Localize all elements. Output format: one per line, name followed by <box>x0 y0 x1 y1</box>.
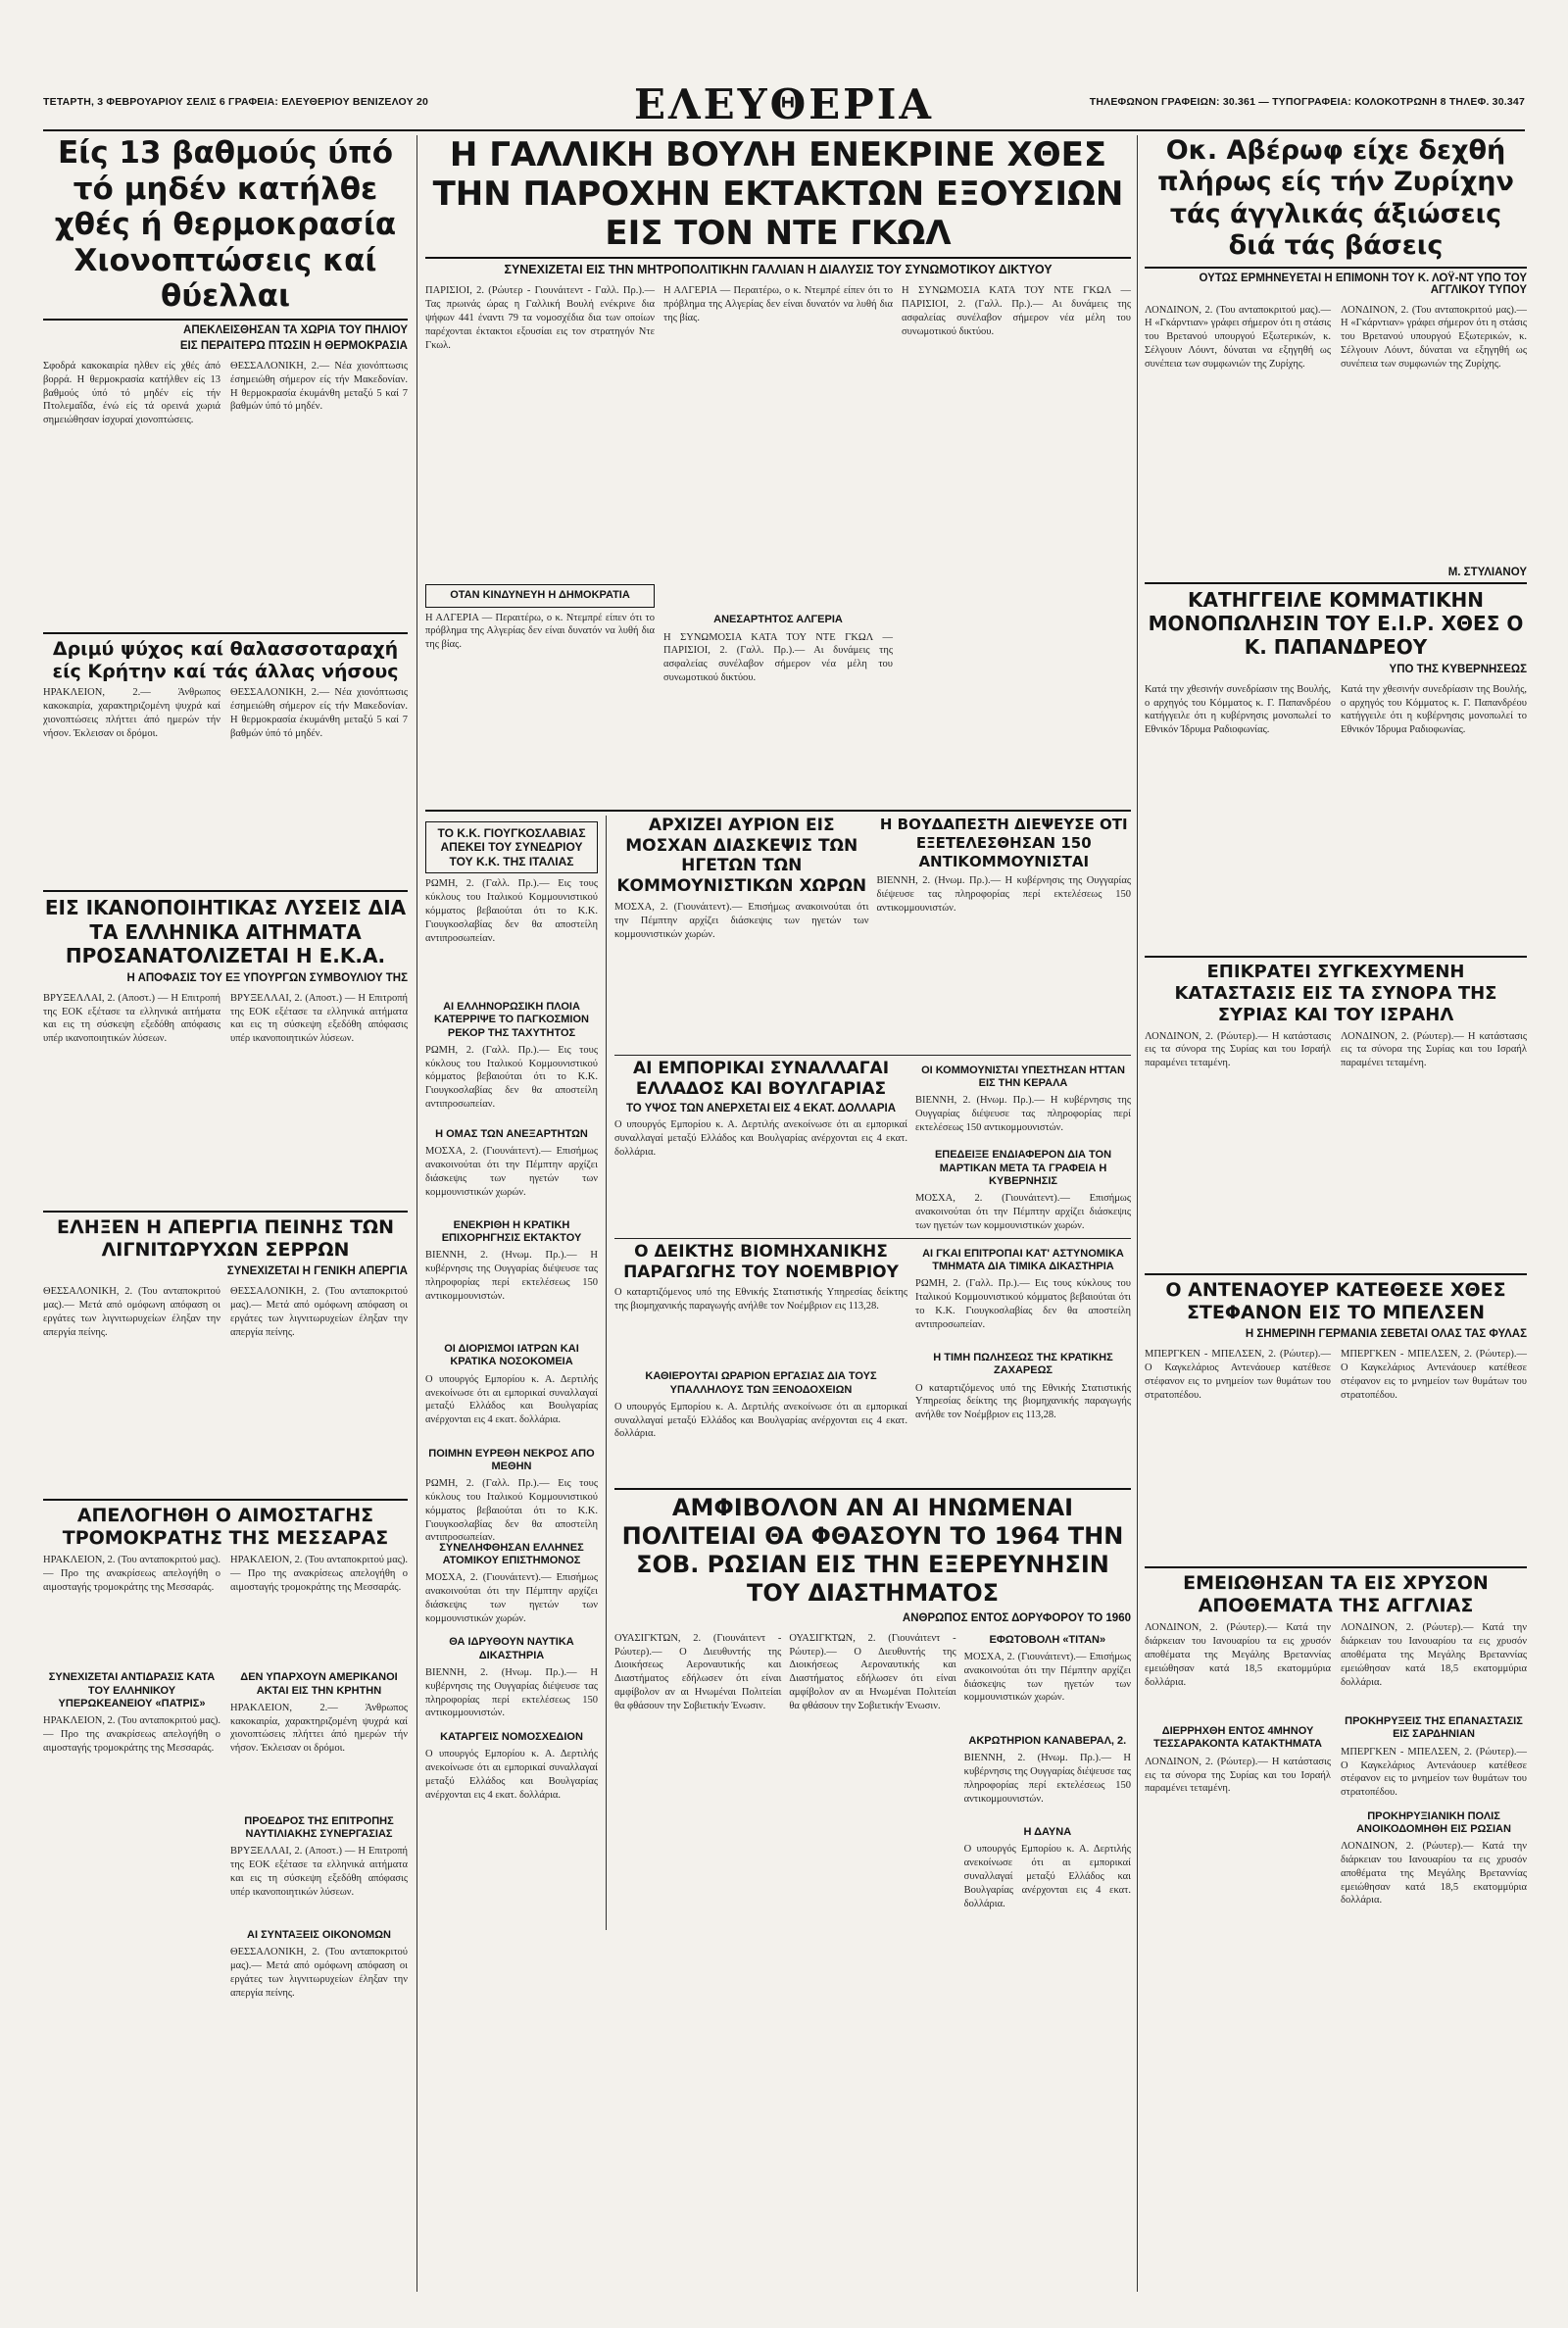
russia-city-body: ΛΟΝΔΙΝΟΝ, 2. (Ρώυτερ).— Κατά την διάρκειαν του Ιανουαρίου τα εις χρυσόν αποθέματα της Μεγάλης Βρεταννίας εμειώθησαν κατά 18,5 εκατομμύρια δολλάρια. <box>1341 1841 1527 1907</box>
burglaries-body: ΛΟΝΔΙΝΟΝ, 2. (Ρώυτερ).— Η κατάστασις εις τα σύνορα της Συρίας και του Ισραήλ παραμένει τεταμένη. <box>1145 1756 1331 1795</box>
algeria-independent-headline: ΑΝΕΣΑΡΤΗΤΟΣ ΑΛΓΕΡΙΑ <box>713 614 843 626</box>
independents-body: ΜΟΣΧΑ, 2. (Γιουνάιτεντ).— Επισήμως ανακοινούται ότι την Πέμπτην αρχίζει διάσκεψις των ηγετών των κομμουνιστικών χωρών. <box>425 1145 598 1198</box>
crete-bases-body: ΗΡΑΚΛΕΙΟΝ, 2.— Άνθρωπος κακοκαιρία, χαρακτηριζομένη ψυχρά καί χιονοπτώσεις πλήττει άπό ημερών τήν νήσον. Έκλεισαν οι δρόμοι. <box>230 1702 408 1755</box>
syria-israel-headline: ΕΠΙΚΡΑΤΕΙ ΣΥΓΚΕΧΥΜΕΝΗ ΚΑΤΑΣΤΑΣΙΣ ΕΙΣ ΤΑ ΣΥΝΟΡΑ ΤΗΣ ΣΥΡΙΑΣ ΚΑΙ ΤΟΥ ΙΣΡΑΗΛ <box>1174 961 1497 1025</box>
patris-body: ΗΡΑΚΛΕΙΟΝ, 2. (Του ανταποκριτού μας).— Προ της ανακρίσεως απελογήθη ο αιμοσταγής τρομοκράτης της Μεσσαράς. <box>43 1714 220 1754</box>
de-gaulle-sub: ΣΥΝΕΧΙΖΕΤΑΙ ΕΙΣ ΤΗΝ ΜΗΤΡΟΠΟΛΙΤΙΚΗΝ ΓΑΛΛΙΑΝ Η ΔΙΑΛΥΣΙΣ ΤΟΥ ΣΥΝΩΜΟΤΙΚΟΥ ΔΙΚΤΥΟΥ <box>504 263 1053 277</box>
state-grant-body: ΒΙΕΝΝΗ, 2. (Ηνωμ. Πρ.).— Η κυβέρνησις της Ουγγαρίας διέψευσε τας πληροφορίας περί εκτελέσεως 150 αντικομμουνιστών. <box>425 1250 598 1302</box>
space-race-body: ΟΥΑΣΙΓΚΤΩΝ, 2. (Γιουνάιτεντ - Ρώυτερ).— Ο Διευθυντής της Διοικήσεως Αεροναυτικής και Διαστήματος εδήλωσεν ότι είναι αμφίβολον αν αι Ηνωμέναι Πολιτείαι θα φθάσουν την Σοβιετικήν Ένωσιν. <box>614 1632 782 1711</box>
atomic-scientists-headline: ΣΥΝΕΛΗΦΘΗΣΑΝ ΕΛΛΗΝΕΣ ΑΤΟΜΙΚΟΥ ΕΠΙΣΤΗΜΟΝΟΣ <box>439 1542 584 1567</box>
syria-israel-body-b: ΛΟΝΔΙΝΟΝ, 2. (Ρώυτερ).— Η κατάστασις εις τα σύνορα της Συρίας και του Ισραήλ παραμένει τεταμένη. <box>1341 1030 1527 1069</box>
naval-courts-headline: ΘΑ ΙΔΡΥΘΟΥΝ ΝΑΥΤΙΚΑ ΔΙΚΑΣΤΗΡΙΑ <box>449 1636 574 1661</box>
column-right <box>1145 135 1527 2292</box>
sardinia-headline: ΠΡΟΚΗΡΥΞΕΙΣ ΤΗΣ ΕΠΑΝΑΣΤΑΣΙΣ ΕΙΣ ΣΑΡΔΗΝΙΑΝ <box>1345 1715 1523 1741</box>
bill-headline: ΚΑΤΑΡΓΕΙΣ ΝΟΜΟΣΧΕΔΙΟΝ <box>440 1730 583 1743</box>
eec-headline: ΕΙΣ ΙΚΑΝΟΠΟΙΗΤΙΚΑΣ ΛΥΣΕΙΣ ΔΙΑ ΤΑ ΕΛΛΗΝΙΚΑ ΑΙΤΗΜΑΤΑ ΠΡΟΣΑΝΑΤΟΛΙΖΕΤΑΙ Η Ε.Κ.Α. <box>44 896 407 968</box>
kerala-body: ΒΙΕΝΝΗ, 2. (Ηνωμ. Πρ.).— Η κυβέρνησις της Ουγγαρίας διέψευσε τας πληροφορίας περί εκτελέσεως 150 αντικομμουνιστών. <box>915 1095 1131 1134</box>
terrorist-body: ΗΡΑΚΛΕΙΟΝ, 2. (Του ανταποκριτού μας).— Προ της ανακρίσεως απελογήθη ο αιμοσταγής τρομοκράτης της Μεσσαράς. <box>43 1555 220 1594</box>
gold-reserves-body-b: ΛΟΝΔΙΝΟΝ, 2. (Ρώυτερ).— Κατά την διάρκειαν του Ιανουαρίου τα εις χρυσόν αποθέματα της Μεγάλης Βρεταννίας εμειώθησαν κατά 18,5 εκατομμύρια δολλάρια. <box>1341 1622 1527 1688</box>
pensions-headline: ΑΙ ΣΥΝΤΑΞΕΙΣ ΟΙΚΟΝΟΜΩΝ <box>247 1929 391 1942</box>
weather-headline: Είς 13 βαθμούς ύπό τό μηδέν κατήλθε χθές ή θερμοκρασία Χιονοπτώσεις καί θύελλαι <box>54 135 397 315</box>
doctors-body: Ο υπουργός Εμπορίου κ. Α. Δερτιλής ανεκοίνωσε ότι αι εμπορικαί συναλλαγαί μεταξύ Ελλάδος και Βουλγαρίας ανέρχονται εις 4 εκατ. δολλάρια. <box>425 1373 598 1426</box>
state-grant-headline: ΕΝΕΚΡΙΘΗ Η ΚΡΑΤΙΚΗ ΕΠΙΧΟΡΗΓΗΣΙΣ ΕΚΤΑΚΤΟΥ <box>441 1218 582 1245</box>
launch-body: Ο υπουργός Εμπορίου κ. Α. Δερτιλής ανεκοίνωσε ότι αι εμπορικαί συναλλαγαί μεταξύ Ελλάδος και Βουλγαρίας ανέρχονται εις 4 εκατ. δολλάρια. <box>963 1844 1131 1909</box>
de-gaulle-body-a: ΠΑΡΙΣΙΟΙ, 2. (Ρώυτερ - Γιουνάιτεντ - Γαλλ. Πρ.).— Τας πρωινάς ώρας η Γαλλική Βουλή ενέκρινε δια ψήφων 441 έναντι 79 τα νομοσχέδια δια των οποίων παρέχονται έκτακτοι εξουσίαι εις τον στρατηγόν Ντε Γκωλ. <box>425 285 655 351</box>
sugar-price-headline: Η ΤΙΜΗ ΠΩΛΗΣΕΩΣ ΤΗΣ ΚΡΑΤΙΚΗΣ ΖΑΧΑΡΕΩΣ <box>933 1352 1113 1377</box>
papandreou-sub: ΥΠΟ ΤΗΣ ΚΥΒΕΡΝΗΣΕΩΣ <box>1389 663 1527 675</box>
greek-bulgarian-trade-sub: ΤΟ ΥΨΟΣ ΤΩΝ ΑΝΕΡΧΕΤΑΙ ΕΙΣ 4 ΕΚΑΤ. ΔΟΛΛΑΡΙΑ <box>625 1103 897 1115</box>
police-committees-headline: ΑΙ ΓΚΑΙ ΕΠΙΤΡΟΠΑΙ ΚΑΤ' ΑΣΤΥΝΟΜΙΚΑ ΤΜΗΜΑΤΑ ΔΙΑ ΤΙΜΙΚΑ ΔΙΚΑΣΤΗΡΙΑ <box>922 1247 1124 1273</box>
averof-body: ΛΟΝΔΙΝΟΝ, 2. (Του ανταποκριτού μας).— Η «Γκάρντιαν» γράφει σήμερον ότι η στάσις του Βρετανού υπουργού Εξωτερικών, κ. Σέλγουιν Λόυντ, δύναται να εξηγηθή ως συνέπεια των συμφωνιών της Ζυρίχης. <box>1145 304 1331 370</box>
police-committees-body: ΡΩΜΗ, 2. (Γαλλ. Πρ.).— Εις τους κύκλους του Ιταλικού Κομμουνιστικού κόμματος βεβαιούται ότι το Κ.Κ. Γιουγκοσλαβίας δεν θα αποστείλη αντιπροσωπείαν. <box>915 1278 1131 1330</box>
weather-body-a: Σφοδρά κακοκαιρία ηλθεν είς χθές άπό βορρά. Η θερμοκρασία κατήλθεν είς 13 βαθμούς ύπό τό μηδέν είς τήν Πτολεμαΐδα, ένώ είς τά ορεινά χωριά σημειώθησαν ίσχυραί χιονοπτώσεις. <box>43 360 220 426</box>
titan-headline: ΕΦΩΤΟΒΟΛΗ «ΤΙΤΑΝ» <box>989 1633 1106 1646</box>
de-gaulle-body-c: Η ΣΥΝΩΜΟΣΙΑ ΚΑΤΑ ΤΟΥ ΝΤΕ ΓΚΩΛ — ΠΑΡΙΣΙΟΙ, 2. (Γαλλ. Πρ.).— Αι δυνάμεις της ασφαλείας συνέλαβον σήμερον νέα μέλη του συνωμοτικού δικτύου. <box>902 285 1131 337</box>
moscow-summit-body: ΜΟΣΧΑ, 2. (Γιουνάιτεντ).— Επισήμως ανακοινούται ότι την Πέμπτην αρχίζει διάσκεψις των ηγετών των κομμουνιστικών χωρών. <box>614 901 869 940</box>
syria-israel-body: ΛΟΝΔΙΝΟΝ, 2. (Ρώυτερ).— Η κατάστασις εις τα σύνορα της Συρίας και του Ισραήλ παραμένει τεταμένη. <box>1145 1030 1331 1069</box>
interest-body: ΜΟΣΧΑ, 2. (Γιουνάιτεντ).— Επισήμως ανακοινούται ότι την Πέμπτην αρχίζει διάσκεψις των ηγετών των κομμουνιστικών χωρών. <box>915 1192 1131 1231</box>
doctors-headline: ΟΙ ΔΙΟΡΙΣΜΟΙ ΙΑΤΡΩΝ ΚΑΙ ΚΡΑΤΙΚΑ ΝΟΣΟΚΟΜΕΙΑ <box>444 1343 579 1368</box>
bill-body: Ο υπουργός Εμπορίου κ. Α. Δερτιλής ανεκοίνωσε ότι αι εμπορικαί συναλλαγαί μεταξύ Ελλάδος και Βουλγαρίας ανέρχονται εις 4 εκατ. δολλάρια. <box>425 1748 598 1801</box>
adenauer-headline: Ο ΑΝΤΕΝΑΟΥΕΡ ΚΑΤΕΘΕΣΕ ΧΘΕΣ ΣΤΕΦΑΝΟΝ ΕΙΣ ΤΟ ΜΠΕΛΣΕΝ <box>1165 1278 1506 1323</box>
averof-body-b: ΛΟΝΔΙΝΟΝ, 2. (Του ανταποκριτού μας).— Η «Γκάρντιαν» γράφει σήμερον ότι η στάσις του Βρετανού υπουργού Εξωτερικών, κ. Σέλγουιν Λόυντ, δύναται να εξηγηθή ως συνέπεια των συμφωνιών της Ζυρίχης. <box>1341 304 1527 370</box>
budapest-body: ΒΙΕΝΝΗ, 2. (Ηνωμ. Πρ.).— Η κυβέρνησις της Ουγγαρίας διέψευσε τας πληροφορίας περί εκτελέσεως 150 αντικομμουνιστών. <box>876 875 1131 914</box>
gold-reserves-body: ΛΟΝΔΙΝΟΝ, 2. (Ρώυτερ).— Κατά την διάρκειαν του Ιανουαρίου τα εις χρυσόν αποθέματα της Μεγάλης Βρεταννίας εμειώθησαν κατά 18,5 εκατομμύρια δολλάρια. <box>1145 1622 1331 1688</box>
democracy-body: Η ΑΛΓΕΡΙΑ — Περαιτέρω, ο κ. Ντεμπρέ είπεν ότι το πρόβλημα της Αλγερίας δεν είναι δυνατόν να λυθή δια της βίας. <box>425 612 655 651</box>
shepherd-body: ΡΩΜΗ, 2. (Γαλλ. Πρ.).— Εις τους κύκλους του Ιταλικού Κομμουνιστικού κόμματος βεβαιούται ότι το Κ.Κ. Γιουγκοσλαβίας δεν θα αποστείλη αντιπροσωπείαν. <box>425 1478 598 1544</box>
strike-body: ΘΕΣΣΑΛΟΝΙΚΗ, 2. (Του ανταποκριτού μας).— Μετά από ομόφωνη απόφαση οι εργάτες των λιγνιτωρυχείων έληξαν την απεργία πείνης. <box>43 1286 220 1338</box>
space-race-headline: ΑΜΦΙΒΟΛΟΝ ΑΝ ΑΙ ΗΝΩΜΕΝΑΙ ΠΟΛΙΤΕΙΑΙ ΘΑ ΦΘΑΣΟΥΝ ΤΟ 1964 ΤΗΝ ΣΟΒ. ΡΩΣΙΑΝ ΕΙΣ ΤΗΝ ΕΞΕΡΕΥΝΗΣΙΝ ΤΟΥ ΔΙΑΣΤΗΜΑΤΟΣ <box>621 1493 1124 1608</box>
democracy-box: ΟΤΑΝ ΚΙΝΔΥΝΕΥΗ Η ΔΗΜΟΚΡΑΤΙΑ <box>425 584 655 607</box>
strike-sub: ΣΥΝΕΧΙΖΕΤΑΙ Η ΓΕΝΙΚΗ ΑΠΕΡΓΙΑ <box>226 1265 408 1277</box>
terrorist-headline: ΑΠΕΛΟΓΗΘΗ Ο ΑΙΜΟΣΤΑΓΗΣ ΤΡΟΜΟΚΡΑΤΗΣ ΤΗΣ ΜΕΣΣΑΡΑΣ <box>62 1505 389 1550</box>
shipping-body: ΒΡΥΞΕΛΛΑΙ, 2. (Αποστ.) — Η Επιτροπή της ΕΟΚ εξέτασε τα ελληνικά αιτήματα και εις τη σύσκεψη εξεδόθη απόφασις υπέρ ικανοποιητικών λύσεων. <box>230 1846 408 1898</box>
column-divider <box>1137 135 1138 2292</box>
shepherd-headline: ΠΟΙΜΗΝ ΕΥΡΕΘΗ ΝΕΚΡΟΣ ΑΠΟ ΜΕΘΗΝ <box>428 1447 595 1472</box>
averof-sub: ΟΥΤΩΣ ΕΡΜΗΝΕΥΕΤΑΙ Η ΕΠΙΜΟΝΗ ΤΟΥ Κ. ΛΟΫ-ΝΤ ΥΠΟ ΤΟΥ ΑΓΓΛΙΚΟΥ ΤΥΠΟΥ <box>1199 272 1527 296</box>
algeria-independent-body: Η ΣΥΝΩΜΟΣΙΑ ΚΑΤΑ ΤΟΥ ΝΤΕ ΓΚΩΛ — ΠΑΡΙΣΙΟΙ, 2. (Γαλλ. Πρ.).— Αι δυνάμεις της ασφαλείας συνέλαβον σήμερον νέα μέλη του συνωμοτικού δικτύου. <box>663 631 893 684</box>
masthead-phones: ΤΗΛΕΦΩΝΟΝ ΓΡΑΦΕΙΩΝ: 30.361 — ΤΥΠΟΓΡΑΦΕΙΑ: ΚΟΛΟΚΟΤΡΩΝΗ 8 ΤΗΛΕΦ. 30.347 <box>1089 96 1525 108</box>
weather-body-b: ΘΕΣΣΑΛΟΝΙΚΗ, 2.— Νέα χιονόπτωσις έσημειώθη σήμερον είς τήν Μακεδονίαν. Η θερμοκρασία έκυμάνθη μεταξύ 5 καί 7 βαθμών ύπό τό μηδέν. <box>230 360 408 413</box>
papandreou-body: Κατά την χθεσινήν συνεδρίασιν της Βουλής, ο αρχηγός του Κόμματος κ. Γ. Παπανδρέου κατήγγειλε ότι η κυβέρνησις μονοπωλεί το Εθνικόν Ίδρυμα Ραδιοφωνίας. <box>1145 683 1331 736</box>
crete-body-b: ΘΕΣΣΑΛΟΝΙΚΗ, 2.— Νέα χιονόπτωσις έσημειώθη σήμερον είς τήν Μακεδονίαν. Η θερμοκρασία έκυμάνθη μεταξύ 5 καί 7 βαθμών ύπό τό μηδέν. <box>230 687 408 740</box>
averof-signature: Μ. ΣΤΥΛΙΑΝΟΥ <box>1447 566 1527 578</box>
averof-headline: Οκ. Αβέρωφ είχε δεχθή πλήρως είς τήν Ζυρίχην τάς άγγλικάς άξιώσεις διά τάς βάσεις <box>1157 135 1514 262</box>
strike-headline: ΕΛΗΞΕΝ Η ΑΠΕΡΓΙΑ ΠΕΙΝΗΣ ΤΩΝ ΛΙΓΝΙΤΩΡΥΧΩΝ ΣΕΡΡΩΝ <box>57 1215 394 1261</box>
crete-body: ΗΡΑΚΛΕΙΟΝ, 2.— Άνθρωπος κακοκαιρία, χαρακτηριζομένη ψυχρά καί χιονοπτώσεις πλήττει άπό ημερών τήν νήσον. Έκλεισαν οι δρόμοι. <box>43 687 220 740</box>
column-main <box>425 135 1131 802</box>
titan-body: ΜΟΣΧΑ, 2. (Γιουνάιτεντ).— Επισήμως ανακοινούται ότι την Πέμπτην αρχίζει διάσκεψις των ηγετών των κομμουνιστικών χωρών. <box>963 1651 1131 1704</box>
adenauer-body-b: ΜΠΕΡΓΚΕΝ - ΜΠΕΛΣΕΝ, 2. (Ρώυτερ).— Ο Καγκελάριος Αντενάουερ κατέθεσε στέφανον εις το μνημείον των θυμάτων του στρατοπέδου. <box>1341 1348 1527 1401</box>
sardinia-body: ΜΠΕΡΓΚΕΝ - ΜΠΕΛΣΕΝ, 2. (Ρώυτερ).— Ο Καγκελάριος Αντενάουερ κατέθεσε στέφανον εις το μνημείον των θυμάτων του στρατοπέδου. <box>1341 1746 1527 1799</box>
de-gaulle-body-b: Η ΑΛΓΕΡΙΑ — Περαιτέρω, ο κ. Ντεμπρέ είπεν ότι το πρόβλημα της Αλγερίας δεν είναι δυνατόν να λυθή δια της βίας. <box>663 285 893 324</box>
budapest-headline: Η ΒΟΥΔΑΠΕΣΤΗ ΔΙΕΨΕΥΣΕ ΟΤΙ ΕΞΕΤΕΛΕΣΘΗΣΑΝ 150 ΑΝΤΙΚΟΜΜΟΥΝΙΣΤΑΙ <box>879 816 1128 870</box>
column-divider <box>416 135 417 2292</box>
speed-record-body: ΡΩΜΗ, 2. (Γαλλ. Πρ.).— Εις τους κύκλους του Ιταλικού Κομμουνιστικού κόμματος βεβαιούται ότι το Κ.Κ. Γιουγκοσλαβίας δεν θα αποστείλη αντιπροσωπείαν. <box>425 1044 598 1111</box>
gold-reserves-headline: ΕΜΕΙΩΘΗΣΑΝ ΤΑ ΕΙΣ ΧΡΥΣΟΝ ΑΠΟΘΕΜΑΤΑ ΤΗΣ ΑΓΓΛΙΑΣ <box>1183 1571 1489 1617</box>
atomic-scientists-body: ΜΟΣΧΑ, 2. (Γιουνάιτεντ).— Επισήμως ανακοινούται ότι την Πέμπτην αρχίζει διάσκεψις των ηγετών των κομμουνιστικών χωρών. <box>425 1572 598 1624</box>
russia-city-headline: ΠΡΟΚΗΡΥΞΙΑΝΙΚΗ ΠΟΛΙΣ ΑΝΟΙΚΟΔΟΜΗΘΗ ΕΙΣ ΡΩΣΙΑΝ <box>1356 1809 1511 1835</box>
sugar-price-body: Ο καταρτιζόμενος υπό της Εθνικής Στατιστικής Υπηρεσίας δείκτης της βιομηχανικής παραγωγής ανήλθε τον Νοέμβριον εις 113,28. <box>915 1382 1131 1421</box>
hotel-hours-body: Ο υπουργός Εμπορίου κ. Α. Δερτιλής ανεκοίνωσε ότι αι εμπορικαί συναλλαγαί μεταξύ Ελλάδος και Βουλγαρίας ανέρχονται εις 4 εκατ. δολλάρια. <box>614 1401 907 1440</box>
greek-bulgarian-trade-body: Ο υπουργός Εμπορίου κ. Α. Δερτιλής ανεκοίνωσε ότι αι εμπορικαί συναλλαγαί μεταξύ Ελλάδος και Βουλγαρίας ανέρχονται εις 4 εκατ. δολλάρια. <box>614 1119 907 1159</box>
launch-headline: Η ΔΑΥΝΑ <box>1023 1826 1072 1839</box>
crete-headline: Δριμύ ψύχος καί θαλασσοταραχή είς Κρήτην καί τάς άλλας νήσους <box>52 637 399 682</box>
eec-body-b: ΒΡΥΞΕΛΛΑΙ, 2. (Αποστ.) — Η Επιτροπή της ΕΟΚ εξέτασε τα ελληνικά αιτήματα και εις τη σύσκεψη εξεδόθη απόφασις υπέρ ικανοποιητικών λύσεων. <box>230 992 408 1045</box>
eec-body: ΒΡΥΞΕΛΛΑΙ, 2. (Αποστ.) — Η Επιτροπή της ΕΟΚ εξέτασε τα ελληνικά αιτήματα και εις τη σύσκεψη εξεδόθη απόφασις υπέρ ικανοποιητικών λύσεων. <box>43 992 220 1045</box>
burglaries-headline: ΔΙΕΡΡΗΧΘΗ ΕΝΤΟΣ 4ΜΗΝΟΥ ΤΕΣΣΑΡΑΚΟΝΤΑ ΚΑΤΑΚΤΗΜΑΤΑ <box>1153 1725 1322 1751</box>
industrial-index-body: Ο καταρτιζόμενος υπό της Εθνικής Στατιστικής Υπηρεσίας δείκτης της βιομηχανικής παραγωγής ανήλθε τον Νοέμβριον εις 113,28. <box>614 1287 907 1313</box>
papandreou-headline: ΚΑΤΗΓΓΕΙΛΕ ΚΟΜΜΑΤΙΚΗΝ ΜΟΝΟΠΩΛΗΣΙΝ ΤΟΥ Ε.Ι.Ρ. ΧΘΕΣ Ο Κ. ΠΑΠΑΝΔΡΕΟΥ <box>1148 587 1524 660</box>
terrorist-body-b: ΗΡΑΚΛΕΙΟΝ, 2. (Του ανταποκριτού μας).— Προ της ανακρίσεως απελογήθη ο αιμοσταγής τρομοκράτης της Μεσσαράς. <box>230 1555 408 1594</box>
adenauer-body: ΜΠΕΡΓΚΕΝ - ΜΠΕΛΣΕΝ, 2. (Ρώυτερ).— Ο Καγκελάριος Αντενάουερ κατέθεσε στέφανον εις το μνημείον των θυμάτων του στρατοπέδου. <box>1145 1348 1331 1401</box>
moscow-summit-headline: ΑΡΧΙΖΕΙ ΑΥΡΙΟΝ ΕΙΣ ΜΟΣΧΑΝ ΔΙΑΣΚΕΨΙΣ ΤΩΝ ΗΓΕΤΩΝ ΤΩΝ ΚΟΜΜΟΥΝΙΣΤΙΚΩΝ ΧΩΡΩΝ <box>616 816 867 897</box>
patris-headline: ΣΥΝΕΧΙΖΕΤΑΙ ΑΝΤΙΔΡΑΣΙΣ ΚΑΤΑ ΤΟΥ ΕΛΛΗΝΙΚΟΥ ΥΠΕΡΩΚΕΑΝΕΙΟΥ «ΠΑΤΡΙΣ» <box>48 1671 216 1709</box>
speed-record-headline: ΑΙ ΕΛΛΗΝΟΡΩΣΙΚΗ ΠΛΟΙΑ ΚΑΤΕΡΡΙΨΕ ΤΟ ΠΑΓΚΟΣΜΙΟΝ ΡΕΚΟΡ ΤΗΣ ΤΑΧΥΤΗΤΟΣ <box>433 1001 589 1039</box>
kerala-headline: ΟΙ ΚΟΜΜΟΥΝΙΣΤΑΙ ΥΠΕΣΤΗΣΑΝ ΗΤΤΑΝ ΕΙΣ ΤΗΝ ΚΕΡΑΛΑ <box>921 1064 1125 1090</box>
hotel-hours-headline: ΚΑΘΙΕΡΟΥΤΑΙ ΩΡΑΡΙΟΝ ΕΡΓΑΣΙΑΣ ΔΙΑ ΤΟΥΣ ΥΠΑΛΛΗΛΟΥΣ ΤΩΝ ΞΕΝΟΔΟΧΕΙΩΝ <box>645 1370 877 1396</box>
column-left <box>43 135 408 2292</box>
canaveral-body: ΒΙΕΝΝΗ, 2. (Ηνωμ. Πρ.).— Η κυβέρνησις της Ουγγαρίας διέψευσε τας πληροφορίας περί εκτελέσεως 150 αντικομμουνιστών. <box>963 1753 1131 1805</box>
naval-courts-body: ΒΙΕΝΝΗ, 2. (Ηνωμ. Πρ.).— Η κυβέρνησις της Ουγγαρίας διέψευσε τας πληροφορίας περί εκτελέσεως 150 αντικομμουνιστών. <box>425 1666 598 1719</box>
masthead-date-address: ΤΕΤΑΡΤΗ, 3 ΦΕΒΡΟΥΑΡΙΟΥ ΣΕΛΙΣ 6 ΓΡΑΦΕΙΑ: ΕΛΕΥΘΕΡΙΟΥ ΒΕΝΙΖΕΛΟΥ 20 <box>43 96 429 108</box>
greek-bulgarian-trade-headline: ΑΙ ΕΜΠΟΡΙΚΑΙ ΣΥΝΑΛΛΑΓΑΙ ΕΛΛΑΔΟΣ ΚΑΙ ΒΟΥΛΓΑΡΙΑΣ <box>632 1058 890 1099</box>
space-race-body-b: ΟΥΑΣΙΓΚΤΩΝ, 2. (Γιουνάιτεντ - Ρώυτερ).— Ο Διευθυντής της Διοικήσεως Αεροναυτικής και Διαστήματος εδήλωσεν ότι είναι αμφίβολον αν αι Ηνωμέναι Πολιτείαι θα φθάσουν την Σοβιετικήν Ένωσιν. <box>789 1632 956 1711</box>
shipping-headline: ΠΡΟΕΔΡΟΣ ΤΗΣ ΕΠΙΤΡΟΠΗΣ ΝΑΥΤΙΛΙΑΚΗΣ ΣΥΝΕΡΓΑΣΙΑΣ <box>244 1814 394 1840</box>
pensions-body: ΘΕΣΣΑΛΟΝΙΚΗ, 2. (Του ανταποκριτού μας).— Μετά από ομόφωνη απόφαση οι εργάτες των λιγνιτωρυχείων έληξαν την απεργία πείνης. <box>230 1947 408 1999</box>
yugoslav-cp-headline: ΤΟ Κ.Κ. ΓΙΟΥΓΚΟΣΛΑΒΙΑΣ ΑΠΕΚΕΙ ΤΟΥ ΣΥΝΕΔΡΙΟΥ ΤΟΥ Κ.Κ. ΤΗΣ ΙΤΑΛΙΑΣ <box>425 821 598 873</box>
newspaper-title: ΕΛΕΥΘΕΡΙΑ <box>633 80 934 128</box>
weather-sub2: ΕΙΣ ΠΕΡΑΙΤΕΡΩ ΠΤΩΣΙΝ Η ΘΕΡΜΟΚΡΑΣΙΑ <box>179 339 408 352</box>
adenauer-sub: Η ΣΗΜΕΡΙΝΗ ΓΕΡΜΑΝΙΑ ΣΕΒΕΤΑΙ ΟΛΑΣ ΤΑΣ ΦΥΛΑΣ <box>1245 1327 1527 1340</box>
space-race-sub: ΑΝΘΡΩΠΟΣ ΕΝΤΟΣ ΔΟΡΥΦΟΡΟΥ ΤΟ 1960 <box>902 1611 1131 1624</box>
canaveral-headline: ΑΚΡΩΤΗΡΙΟΝ ΚΑΝΑΒΕΡΑΛ, 2. <box>968 1734 1127 1747</box>
crete-bases-headline: ΔΕΝ ΥΠΑΡΧΟΥΝ ΑΜΕΡΙΚΑΝΟΙ ΑΚΤΑΙ ΕΙΣ ΤΗΝ ΚΡΗΤΗΝ <box>240 1671 398 1697</box>
strike-body-b: ΘΕΣΣΑΛΟΝΙΚΗ, 2. (Του ανταποκριτού μας).— Μετά από ομόφωνη απόφαση οι εργάτες των λιγνιτωρυχείων έληξαν την απεργία πείνης. <box>230 1286 408 1338</box>
industrial-index-headline: Ο ΔΕΙΚΤΗΣ ΒΙΟΜΗΧΑΝΙΚΗΣ ΠΑΡΑΓΩΓΗΣ ΤΟΥ ΝΟΕΜΒΡΙΟΥ <box>623 1241 899 1282</box>
masthead <box>43 82 1525 131</box>
weather-sub1: ΑΠΕΚΛΕΙΣΘΗΣΑΝ ΤΑ ΧΩΡΙΑ ΤΟΥ ΠΗΛΙΟΥ <box>183 323 408 336</box>
yugoslav-cp-body: ΡΩΜΗ, 2. (Γαλλ. Πρ.).— Εις τους κύκλους του Ιταλικού Κομμουνιστικού κόμματος βεβαιούται ότι το Κ.Κ. Γιουγκοσλαβίας δεν θα αποστείλη αντιπροσωπείαν. <box>425 878 598 944</box>
eec-sub: Η ΑΠΟΦΑΣΙΣ ΤΟΥ ΕΞ ΥΠΟΥΡΓΩΝ ΣΥΜΒΟΥΛΙΟΥ ΤΗΣ <box>126 971 408 984</box>
independents-headline: Η ΟΜΑΣ ΤΩΝ ΑΝΕΞΑΡΤΗΤΩΝ <box>435 1127 588 1140</box>
de-gaulle-headline: Η ΓΑΛΛΙΚΗ ΒΟΥΛΗ ΕΝΕΚΡΙΝΕ ΧΘΕΣ ΤΗΝ ΠΑΡΟΧΗΝ ΕΚΤΑΚΤΩΝ ΕΞΟΥΣΙΩΝ ΕΙΣ ΤΟΝ ΝΤΕ ΓΚΩΛ <box>432 135 1124 254</box>
interest-headline: ΕΠΕΔΕΙΞΕ ΕΝΔΙΑΦΕΡΟΝ ΔΙΑ ΤΟΝ ΜΑΡΤΙΚΑΝ ΜΕΤΑ ΤΑ ΓΡΑΦΕΙΑ Η ΚΥΒΕΡΝΗΣΙΣ <box>934 1149 1112 1187</box>
papandreou-body-b: Κατά την χθεσινήν συνεδρίασιν της Βουλής, ο αρχηγός του Κόμματος κ. Γ. Παπανδρέου κατήγγειλε ότι η κυβέρνησις μονοπωλεί το Εθνικόν Ίδρυμα Ραδιοφωνίας. <box>1341 683 1527 736</box>
middle-block <box>425 806 1131 2292</box>
